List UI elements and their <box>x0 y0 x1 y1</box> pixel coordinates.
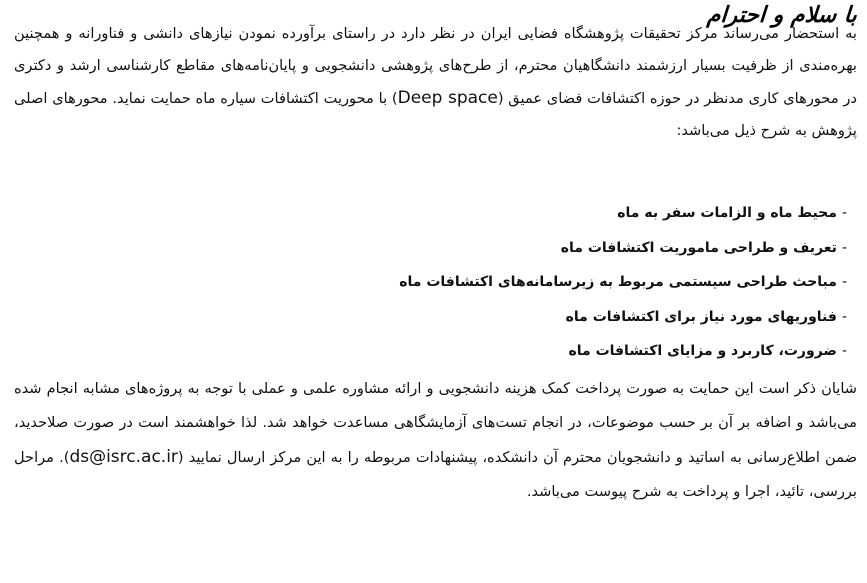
topic-label: ضرورت، کاربرد و مزایای اکتشافات ماه <box>568 343 837 359</box>
topic-item <box>399 334 847 369</box>
intro-text-end: ) با محوریت اکتشافات سیاره ماه حمایت نماید. محورهای اصلی پژوهش به شرح ذیل می‌باشد: <box>14 90 857 139</box>
topic-item <box>399 265 847 300</box>
topic-dash: - <box>841 239 847 256</box>
closing-paragraph <box>14 372 857 509</box>
intro-paragraph <box>14 18 857 147</box>
topic-dash: - <box>841 274 847 290</box>
topic-dash: - <box>841 343 847 359</box>
topic-label: محیط ماه و الزامات سفر به ماه <box>617 205 837 221</box>
topic-item <box>399 231 847 266</box>
topic-label: مباحث طراحی سیستمی مربوط به زیرسامانه‌های اکتشافات ماه <box>399 274 837 290</box>
closing-text-start: شایان ذکر است این حمایت به صورت پرداخت کمک هزینه دانشجویی و ارائه مشاوره علمی و عملی با توجه به پروژه‌های مشابه انجام شده می‌باشد و اضافه بر آن بر حسب موضوعات، در انجام تست‌های آزمایشگاهی مساعدت خواهد شد. لذا خواهشمند است در صورت صلاحدید، ضمن اطلاع‌رسانی به اساتید و دانشجویان محترم آن دانشکده، پیشنهادات مربوطه را به این مرکز ارسال نمایید ( <box>14 380 857 466</box>
research-topics-list <box>399 196 847 369</box>
closing-text-end: ). مراحل بررسی، تائید، اجرا و پرداخت به شرح پیوست می‌باشد. <box>14 449 857 500</box>
contact-email: ds@isrc.ac.ir <box>69 447 178 467</box>
topic-item <box>399 196 847 231</box>
topic-label: فناوریهای مورد نیاز برای اکتشافات ماه <box>565 308 837 325</box>
deep-space-term: Deep space <box>397 88 498 108</box>
salutation: با سلام و احترام <box>706 2 858 28</box>
intro-text-start: به استحضار می‌رساند مرکز تحقیقات پژوهشگاه فضایی ایران در نظر دارد در راستای برآورده نمودن نیازهای دانشی و فناورانه و همچنین بهره‌مندی از ظرفیت بسیار ارزشمند دانشگاهیان محترم، از طرح‌های پژوهشی دانشجویی و پایان‌نامه‌های مقاطع کارشناسی ارشد و دکتری در محورهای کاری مدنظر در حوزه اکتشافات فضای عمیق ( <box>14 25 857 107</box>
topic-item <box>399 300 847 335</box>
topic-label: تعریف و طراحی ماموریت اکتشافات ماه <box>560 239 837 256</box>
topic-dash: - <box>841 205 847 221</box>
topic-dash: - <box>841 308 847 325</box>
